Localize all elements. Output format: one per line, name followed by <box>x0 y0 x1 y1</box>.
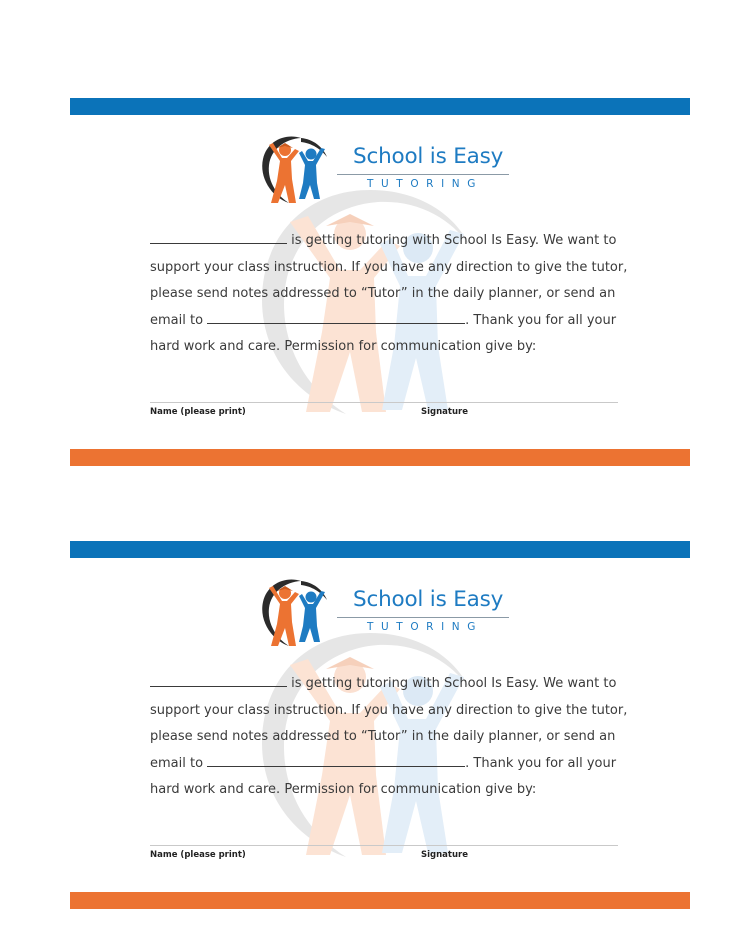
signature-label: Signature <box>421 407 468 417</box>
letter-body <box>150 671 628 804</box>
email-blank[interactable] <box>207 752 465 767</box>
people-celebrating-icon <box>255 133 335 208</box>
letter-line-3: please send notes addressed to “Tutor” in the daily planner, or send an <box>150 729 616 744</box>
student-name-blank[interactable] <box>150 672 287 687</box>
email-blank[interactable] <box>207 309 465 324</box>
logo <box>255 133 515 208</box>
logo <box>255 576 515 651</box>
logo-subtitle: TUTORING <box>367 621 483 633</box>
signature-line[interactable] <box>150 402 618 403</box>
permission-card-1 <box>0 0 732 417</box>
logo-divider <box>337 174 509 175</box>
signature-label: Signature <box>421 850 468 860</box>
logo-title: School is Easy <box>353 144 504 169</box>
letter-line-4: email to . Thank you for all your <box>150 751 620 778</box>
letter-line-5: hard work and care. Permission for communication give by: <box>150 339 537 354</box>
letter-line-1: is getting tutoring with School Is Easy. We want to <box>150 671 620 698</box>
name-label: Name (please print) <box>150 850 246 860</box>
top-blue-bar <box>70 541 690 558</box>
letter-line-2: support your class instruction. If you have any direction to give the tutor, <box>150 259 628 275</box>
top-blue-bar <box>70 98 690 115</box>
student-name-blank[interactable] <box>150 229 287 244</box>
signature-line[interactable] <box>150 845 618 846</box>
logo-divider <box>337 617 509 618</box>
letter-body <box>150 228 628 361</box>
bottom-orange-bar <box>70 892 690 909</box>
people-celebrating-icon <box>255 576 335 651</box>
letter-line-5: hard work and care. Permission for communication give by: <box>150 782 537 797</box>
logo-title: School is Easy <box>353 587 504 612</box>
letter-line-2: support your class instruction. If you have any direction to give the tutor, <box>150 702 628 718</box>
permission-card-2 <box>0 443 732 860</box>
letter-line-3: please send notes addressed to “Tutor” in the daily planner, or send an <box>150 286 616 301</box>
letter-line-4: email to . Thank you for all your <box>150 308 620 335</box>
name-label: Name (please print) <box>150 407 246 417</box>
logo-subtitle: TUTORING <box>367 178 483 190</box>
letter-line-1: is getting tutoring with School Is Easy. We want to <box>150 228 620 255</box>
